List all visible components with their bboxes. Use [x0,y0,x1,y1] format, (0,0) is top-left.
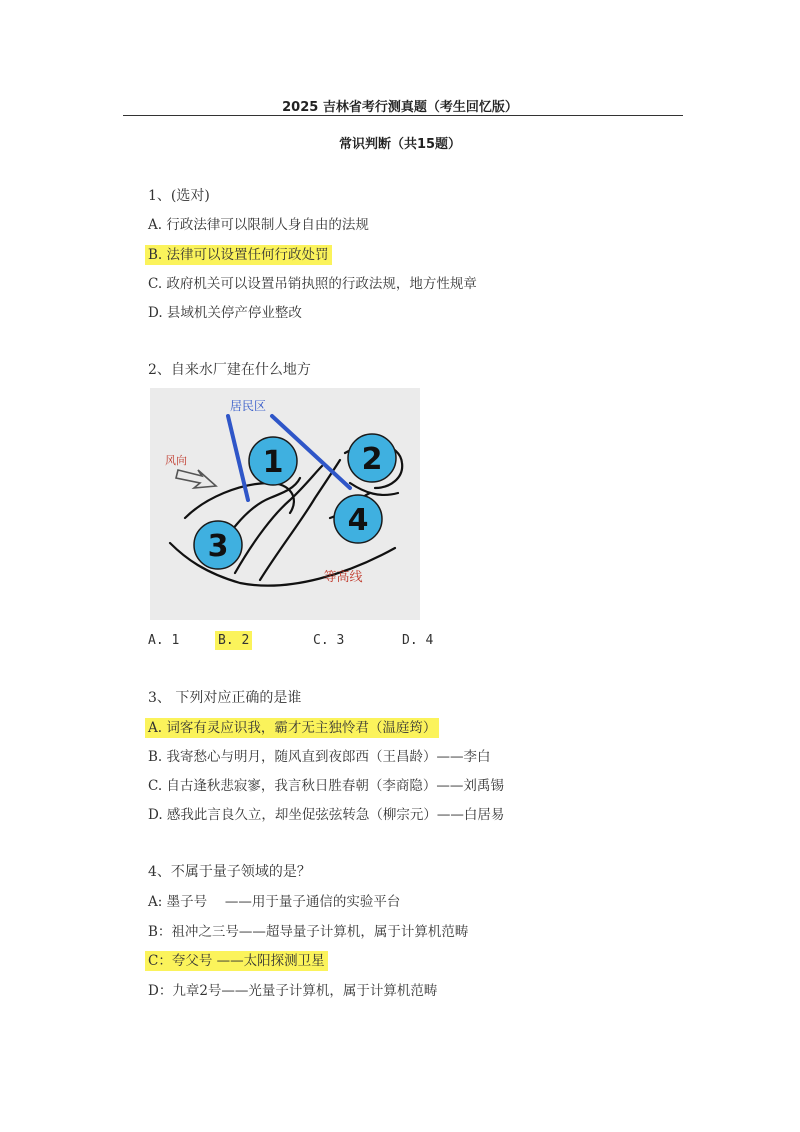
question-4-title: 4、不属于量子领域的是？ [148,864,311,880]
question-2-title: 2、自来水厂建在什么地方 [148,362,311,378]
q3-option-c: C. 自古逢秋悲寂寥，我言秋日胜春朝（李商隐）——刘禹锡 [148,778,504,794]
wind-direction-label: 风向 [165,454,187,467]
q1-option-a: A. 行政法律可以限制人身自由的法规 [148,217,369,233]
residential-area-label: 居民区 [229,399,267,413]
q3-option-a-highlighted: A. 词客有灵应识我，霸才无主独怜君（温庭筠） [145,718,439,738]
question-3-title: 3、 下列对应正确的是谁 [148,690,302,706]
marker-2-label: 2 [361,442,383,477]
q1-option-b-highlighted: B. 法律可以设置任何行政处罚 [145,245,332,265]
map-svg [150,388,420,620]
section-title: 常识判断（共15题） [338,137,462,152]
marker-3 [194,521,242,569]
wind-arrow [176,470,216,488]
marker-4-label: 4 [347,503,369,538]
q1-option-d: D. 县域机关停产停业整改 [148,305,302,321]
question-1-title: 1、(选对) [148,188,210,204]
q3-option-d: D. 感我此言良久立，却坐促弦弦转急（柳宗元）——白居易 [148,807,505,823]
marker-4 [334,495,382,543]
q2-option-b-highlighted: B. 2 [215,631,252,650]
document-title: 2025 吉林省考行测真题（考生回忆版） [282,100,518,115]
q2-option-a: A. 1 [148,633,180,648]
q4-option-a: A: 墨子号 ——用于量子通信的实验平台 [148,894,401,910]
q4-option-b: B：祖冲之三号——超导量子计算机，属于计算机范畴 [148,924,469,940]
marker-1-label: 1 [262,445,284,480]
header-divider [123,115,683,116]
water-plant-map-figure [150,388,420,620]
q4-option-d: D：九章2号——光量子计算机，属于计算机范畴 [148,983,438,999]
q4-option-c-highlighted: C：夸父号 ——太阳探测卫星 [145,951,328,971]
marker-3-label: 3 [207,529,229,564]
contour-line-label: 等高线 [323,570,363,585]
marker-2 [348,434,396,482]
q1-option-c: C. 政府机关可以设置吊销执照的行政法规，地方性规章 [148,276,477,292]
q2-option-d: D. 4 [402,633,434,648]
q3-option-b: B. 我寄愁心与明月，随风直到夜郎西（王昌龄）——李白 [148,749,491,765]
marker-1 [249,437,297,485]
q2-option-c: C. 3 [313,633,345,648]
